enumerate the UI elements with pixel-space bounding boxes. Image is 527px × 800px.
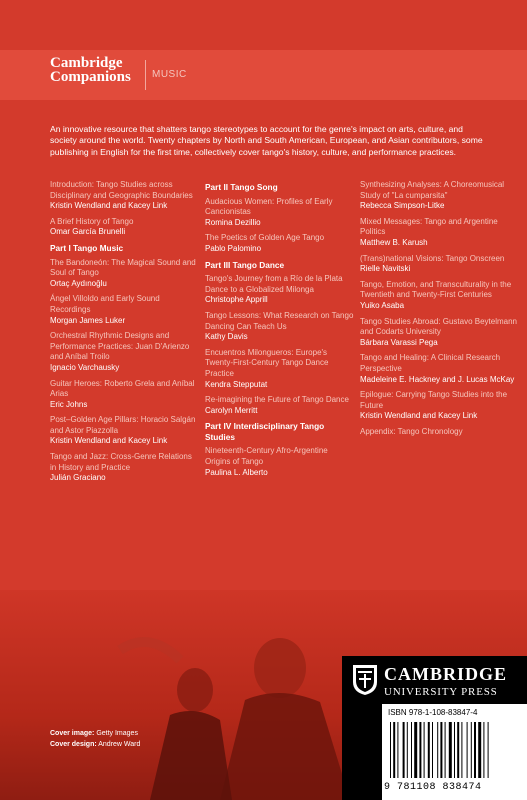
toc-chapter-author: Kristin Wendland and Kacey Link (360, 411, 478, 421)
toc-chapter-author: Rebecca Simpson-Litke (360, 201, 445, 211)
cambridge-companions-logo (50, 56, 131, 84)
toc-part-heading: Part II Tango Song (205, 182, 278, 192)
toc-chapter-author: Omar García Brunelli (50, 227, 126, 237)
barcode-bar (457, 722, 459, 778)
toc-part-heading: Part III Tango Dance (205, 259, 285, 270)
barcode-bar (454, 722, 455, 778)
toc-chapter-author: Kristin Wendland and Kacey Link (50, 436, 168, 446)
barcode-bar (390, 722, 391, 778)
toc-entry (360, 280, 520, 312)
toc-chapter-title: Tango and Jazz: Cross-Genre Relations in History and Practice (50, 452, 192, 472)
barcode-bar (449, 722, 452, 778)
barcode-bar (445, 722, 446, 778)
toc-chapter-author: Morgan James Luker (50, 315, 126, 325)
barcode-graphic (388, 722, 521, 780)
toc-chapter-title: Tango Studies Abroad: Gustavo Beytelmann and Codarts University (360, 316, 517, 337)
toc-entry (50, 415, 200, 447)
toc-chapter-author: Kristin Wendland and Kacey Link (50, 201, 168, 211)
toc-chapter-title: Encuentros Milongueros: Europe's Twenty-First-Century Tango Dance Practice (205, 347, 329, 378)
toc-chapter-author: Bárbara Varassi Pega (360, 337, 438, 347)
barcode-bar (467, 722, 468, 778)
toc-entry (50, 258, 200, 290)
toc-entry (360, 390, 520, 422)
toc-chapter-title: Nineteenth-Century Afro-Argentine Origins of Tango (205, 446, 328, 467)
toc-entry (205, 274, 355, 306)
toc-entry (205, 233, 355, 254)
toc-entry (50, 331, 200, 373)
toc-chapter-title: Post–Golden Age Pillars: Horacio Salgán and Astor Piazzolla (50, 415, 196, 435)
cover-credits (50, 728, 140, 750)
brand-line-1: Cambridge (50, 55, 123, 71)
toc-entry (50, 452, 200, 484)
barcode-bar (414, 722, 417, 778)
cover-image-credit: Cover image: Getty Images (50, 730, 138, 737)
brand-line-2: Companions (50, 69, 131, 85)
barcode-bar (393, 722, 395, 778)
toc-chapter-title: Mixed Messages: Tango and Argentine Politics (360, 216, 498, 237)
toc-entry (205, 395, 355, 416)
barcode-bar (424, 722, 425, 778)
toc-chapter-title: Audacious Women: Profiles of Early Cancionistas (205, 196, 333, 217)
toc-entry (360, 217, 520, 249)
isbn-text: ISBN 978-1-108-83847-4 (388, 708, 478, 717)
barcode-bar (440, 722, 442, 778)
barcode-panel (382, 704, 527, 800)
toc-chapter-title: Tango's Journey from a Río de la Plata Dance to a Globalized Milonga (205, 274, 343, 294)
toc-chapter-author: Paulina L. Alberto (205, 467, 268, 477)
barcode-bar (407, 722, 408, 778)
toc-entry (360, 427, 520, 438)
publisher-name-line-1: CAMBRIDGE (384, 664, 508, 684)
barcode-bar (437, 722, 438, 778)
toc-chapter-title: Orchestral Rhythmic Designs and Performance Practices: Juan D'Arienzo and Aníbal Troilo (50, 331, 190, 362)
toc-chapter-title: Ángel Villoldo and Early Sound Recordings (50, 294, 160, 314)
toc-entry (360, 180, 520, 212)
toc-chapter-author: Kendra Stepputat (205, 379, 268, 389)
toc-chapter-title: A Brief History of Tango (50, 216, 134, 226)
toc-chapter-author: Madeleine E. Hackney and J. Lucas McKay (360, 374, 515, 384)
toc-chapter-title: Tango Lessons: What Research on Tango Dancing Can Teach Us (205, 310, 354, 331)
barcode-bar (461, 722, 462, 778)
toc-chapter-title: Tango and Healing: A Clinical Research Perspective (360, 353, 501, 373)
barcode-bar (411, 722, 412, 778)
cambridge-shield-icon (352, 664, 378, 696)
barcode-bar (428, 722, 430, 778)
toc-chapter-author: Eric Johns (50, 399, 88, 409)
toc-column-3 (360, 180, 520, 442)
toc-chapter-author: Pablo Palomino (205, 243, 262, 253)
toc-chapter-title: Synthesizing Analyses: A Choreomusical Study of "La cumparsita" (360, 180, 505, 200)
toc-chapter-author: Julián Graciano (50, 473, 106, 483)
toc-chapter-title: Tango, Emotion, and Transculturality in the Twentieth and Twenty-First Centuries (360, 279, 512, 300)
toc-entry (50, 379, 200, 411)
toc-chapter-author: Matthew B. Karush (360, 237, 428, 247)
publisher-name-line-2: UNIVERSITY PRESS (384, 686, 498, 698)
barcode-bar (432, 722, 433, 778)
barcode-bar (403, 722, 405, 778)
toc-entry (50, 217, 200, 238)
toc-entry (50, 294, 200, 326)
toc-entry (205, 446, 355, 478)
toc-chapter-title: Introduction: Tango Studies across Disciplinary and Geographic Boundaries (50, 180, 193, 200)
toc-entry (360, 317, 520, 349)
toc-chapter-author: Rielle Navitski (360, 264, 411, 274)
toc-entry (360, 254, 520, 275)
barcode-number: 9 781108 838474 (384, 782, 482, 793)
toc-entry (205, 348, 355, 390)
toc-part-heading: Part I Tango Music (50, 242, 124, 253)
toc-chapter-title: Appendix: Tango Chronology (360, 426, 463, 436)
barcode-bar (397, 722, 398, 778)
toc-part-heading: Part IV Interdisciplinary Tango Studies (205, 421, 325, 442)
cover-design-credit: Cover design: Andrew Ward (50, 741, 141, 748)
barcode-bar (488, 722, 489, 778)
barcode-bar (483, 722, 484, 778)
toc-chapter-title: The Bandoneón: The Magical Sound and Soul of Tango (50, 257, 196, 278)
toc-chapter-author: Ignacio Varchausky (50, 362, 120, 372)
toc-chapter-title: Re-imagining the Future of Tango Dance (205, 395, 349, 405)
toc-chapter-author: Christophe Apprill (205, 295, 268, 305)
toc-chapter-author: Carolyn Merritt (205, 405, 258, 415)
toc-chapter-author: Ortaç Aydınoğlu (50, 278, 107, 288)
toc-column-2 (205, 180, 355, 483)
toc-entry (205, 197, 355, 229)
barcode-bar (474, 722, 476, 778)
toc-column-1 (50, 180, 200, 489)
toc-chapter-title: Guitar Heroes: Roberto Grela and Aníbal Arias (50, 378, 195, 399)
toc-chapter-title: The Poetics of Golden Age Tango (205, 233, 325, 243)
toc-chapter-author: Romina Dezillio (205, 217, 261, 227)
series-label: MUSIC (152, 69, 187, 80)
barcode-bar (471, 722, 472, 778)
toc-entry (50, 180, 200, 212)
brand-divider (145, 60, 146, 90)
toc-chapter-author: Yuiko Asaba (360, 300, 405, 310)
book-blurb: An innovative resource that shatters tango stereotypes to account for the genre's impact on arts, culture, and society around the world. Twenty chapters by North and South American, European, and Asian contributors, some publishing in English for the first time, collectively cover tango's history, culture, and performance practices. (50, 124, 483, 157)
toc-chapter-title: (Trans)national Visions: Tango Onscreen (360, 253, 505, 263)
toc-chapter-title: Epilogue: Carrying Tango Studies into the Future (360, 390, 508, 410)
toc-chapter-author: Kathy Davis (205, 332, 248, 342)
toc-entry (205, 311, 355, 343)
toc-entry (360, 353, 520, 385)
barcode-bar (478, 722, 481, 778)
publisher-block (342, 656, 527, 800)
barcode-bar (419, 722, 421, 778)
